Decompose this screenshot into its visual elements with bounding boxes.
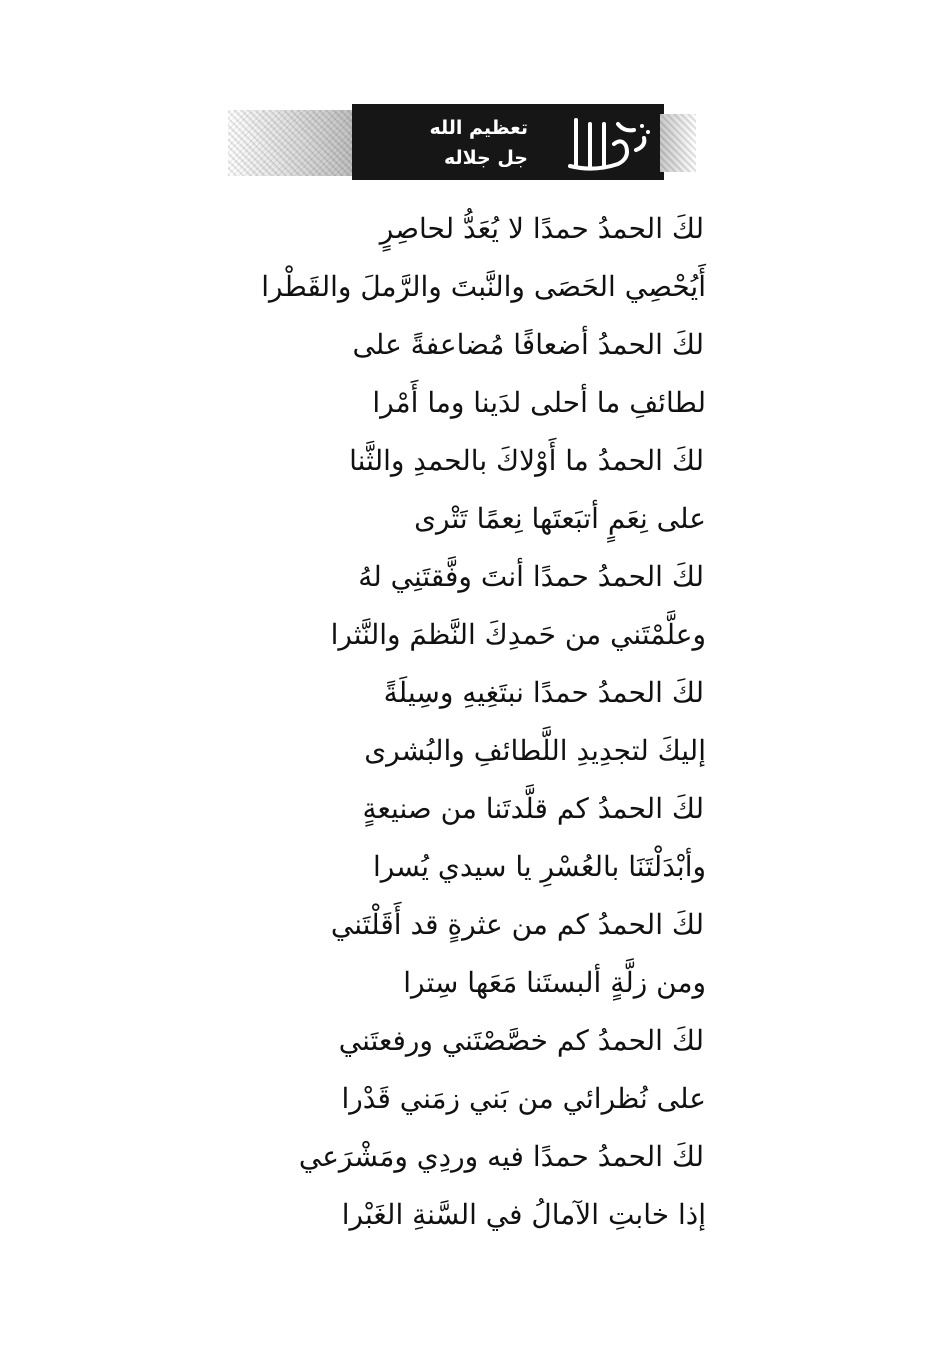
verse-line: لكَ الحمدُ كم قلَّدتَنا من صنيعةٍ <box>362 792 704 825</box>
verse-line: على نُظرائي من بَني زمَني قَدْرا <box>341 1082 706 1115</box>
verse-line: لكَ الحمدُ كم من عثرةٍ قد أَقَلْتَني <box>330 908 704 941</box>
verse-line: وأبْدَلْتَنَا بالعُسْرِ يا سيدي يُسرا <box>373 850 706 883</box>
verse-line: لكَ الحمدُ حمدًا نبتَغِيهِ وسِيلَةً <box>383 676 704 709</box>
verse-line: على نِعَمٍ أتبَعتَها نِعمًا تَتْرى <box>414 502 706 535</box>
verse-line: لكَ الحمدُ حمدًا أنتَ وفَّقتَنِي لهُ <box>358 560 704 593</box>
verse-line: لكَ الحمدُ كم خصَّصْتَني ورفعتَني <box>338 1024 704 1057</box>
verse-line: لكَ الحمدُ حمدًا لا يُعَدُّ لحاصِرٍ <box>379 212 704 245</box>
header-subtitle: جل جلاله <box>443 147 528 169</box>
verse-line: إذا خابتِ الآمالُ في السَّنةِ الغَبْرا <box>341 1198 706 1231</box>
verse-line: لكَ الحمدُ أضعافًا مُضاعفةً على <box>352 328 704 361</box>
header-title: تعظيم الله <box>429 117 528 139</box>
verse-line: إليكَ لتجدِيدِ اللَّطائفِ والبُشرى <box>364 734 706 767</box>
verse-line: أَيُحْصِي الحَصَى والنَّبتَ والرَّملَ والقَطْرا <box>261 270 706 303</box>
verse-line: لكَ الحمدُ ما أَوْلاكَ بالحمدِ والثَّنا <box>349 444 704 477</box>
verse-line: لكَ الحمدُ حمدًا فيه وردِي ومَشْرَعي <box>298 1140 704 1173</box>
verse-line: وعلَّمْتَني من حَمدِكَ النَّظمَ والنَّثرا <box>330 618 706 651</box>
verse-line: ومن زلَّةٍ ألبستَنا مَعَها سِترا <box>403 966 706 999</box>
verse-line: لطائفِ ما أحلى لدَينا وما أَمْرا <box>372 386 706 419</box>
